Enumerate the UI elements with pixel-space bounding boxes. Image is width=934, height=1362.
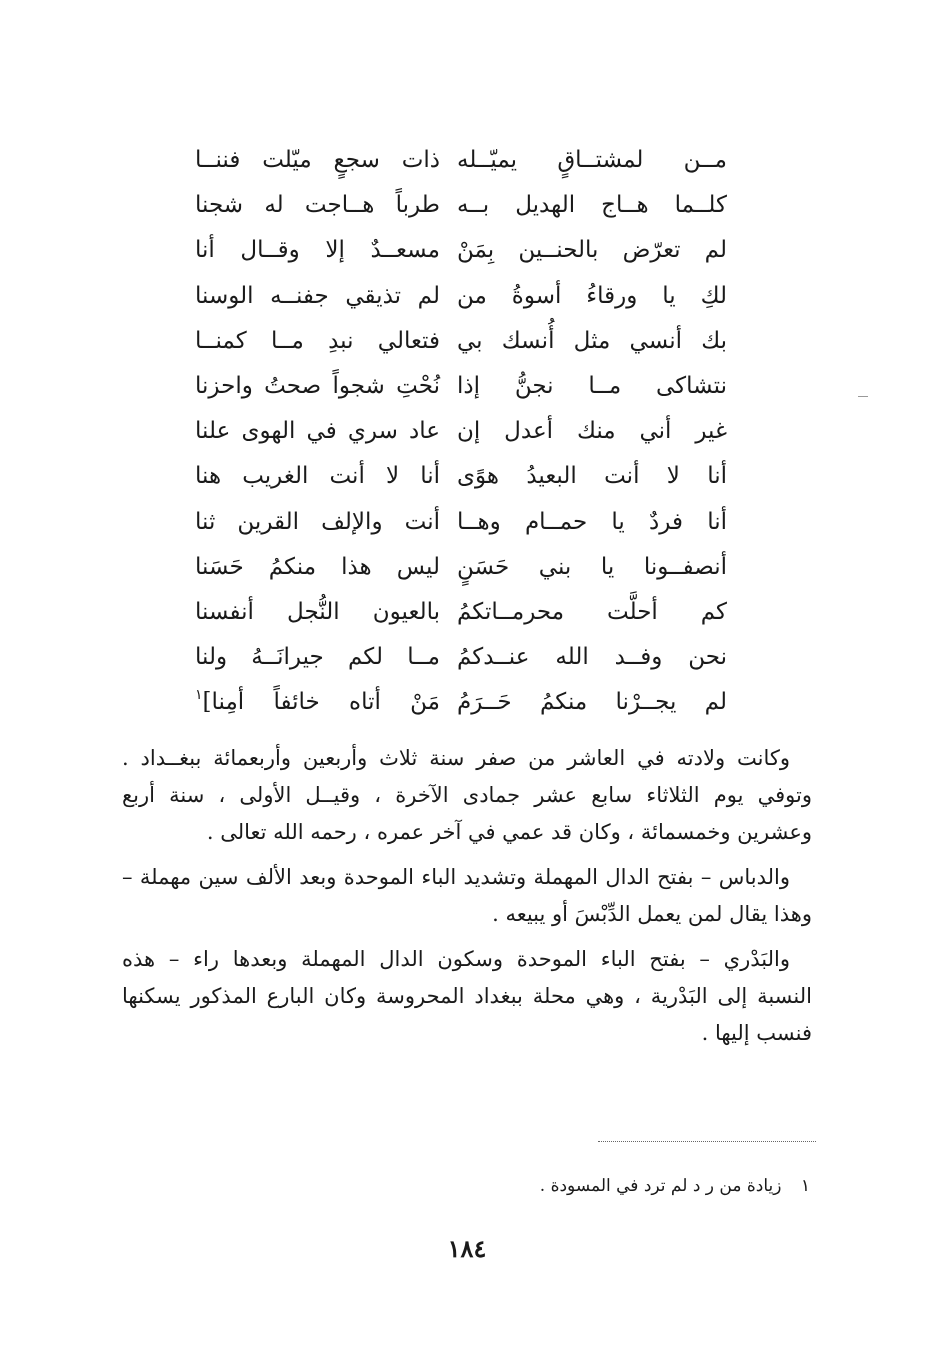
verse-second-hemistich-text: ليس هذا منكمُ حَسَنا — [195, 553, 440, 580]
verse-second-hemistich-text: فتعالي نبدِ مــا كمنــا — [195, 327, 440, 354]
footnote-separator — [598, 1141, 816, 1142]
poem-verse — [195, 500, 735, 545]
prose-line: والبَدْري – بفتح الباء الموحدة وسكون الدال المهملة وبعدها راء – هذه — [122, 947, 790, 971]
poem-block — [195, 138, 735, 725]
verse-second-hemistich — [195, 635, 440, 680]
poem-verse — [195, 635, 735, 680]
verse-first-hemistich: مــن لمشتــاقٍ يميّــله — [457, 147, 727, 173]
prose-block — [122, 740, 812, 1060]
poem-verse — [195, 319, 735, 364]
prose-line: وكانت ولادته في العاشر من صفر سنة ثلاث وأربعين وأربعمائة ببغــداد . — [122, 746, 790, 770]
verse-first-hemistich: لم تعرّض بالحنــين بِمَنْ — [457, 237, 727, 264]
prose-line: فنسب إليها . — [701, 1021, 812, 1045]
verse-second-hemistich-text: أنا لا أنت الغريب هنا — [195, 463, 440, 490]
prose-line: وهذا يقال لمن يعمل الدِّبْسَ أو يبيعه . — [492, 902, 812, 926]
verse-second-hemistich-text: عاد سري في الهوى علنا — [195, 418, 440, 445]
poem-verse — [195, 545, 735, 590]
prose-paragraph — [122, 740, 812, 851]
prose-paragraph — [122, 859, 812, 933]
verse-first-hemistich: بك أنسي مثل أُنسك بي — [457, 327, 727, 354]
verse-second-hemistich — [195, 680, 440, 728]
verse-second-hemistich-text: نُحْتِ شجواً صحتُ واحزنا — [195, 372, 440, 399]
footnote-reference-mark: ١ — [195, 687, 203, 704]
verse-second-hemistich — [195, 454, 440, 499]
verse-second-hemistich — [195, 590, 440, 635]
verse-second-hemistich-text: بالعيون النُّجل أنفسنا — [195, 598, 440, 625]
verse-second-hemistich-text: مــا لكم جيرانَــهُ ولنا — [195, 644, 440, 671]
verse-second-hemistich — [195, 228, 440, 273]
verse-second-hemistich — [195, 409, 440, 454]
verse-second-hemistich-text: مَنْ أتاه خائفاً أمِنا] — [202, 689, 440, 716]
poem-verse — [195, 590, 735, 635]
verse-first-hemistich: لم يجــرْنا منكمُ حَــرَمُ — [457, 689, 727, 716]
verse-second-hemistich-text: ذات سجعٍ ميّلت فننــا — [195, 147, 440, 173]
poem-verse — [195, 364, 735, 409]
footnote-text: زيادة من ر د لم ترد في المسودة . — [539, 1176, 782, 1196]
prose-line: النسبة إلى البَدْرية ، وهي محلة ببغداد المحروسة وكان البارع المذكور يسكنها — [122, 984, 812, 1008]
page-number: ١٨٤ — [447, 1234, 487, 1263]
footnote-number: ١ — [800, 1176, 810, 1196]
page-mark — [858, 396, 868, 397]
verse-second-hemistich-text: لم تذيقي جفنــه الوسنا — [195, 282, 440, 309]
footnote — [480, 1172, 810, 1200]
verse-second-hemistich — [195, 545, 440, 590]
poem-verse — [195, 454, 735, 499]
poem-verse — [195, 680, 735, 725]
verse-first-hemistich: نحن وفــد الله عنــدكمُ — [457, 644, 727, 671]
verse-second-hemistich — [195, 274, 440, 319]
poem-verse — [195, 183, 735, 228]
poem-verse — [195, 409, 735, 454]
poem-verse — [195, 138, 735, 183]
prose-line: وتوفي يوم الثلاثاء سابع عشر جمادى الآخرة ، وقيــل الأولى ، سنة أربع — [122, 783, 812, 807]
verse-second-hemistich — [195, 138, 440, 183]
verse-second-hemistich — [195, 364, 440, 409]
verse-second-hemistich-text: أنت والإلف القرين ثنا — [195, 508, 440, 535]
verse-second-hemistich — [195, 500, 440, 545]
verse-first-hemistich: نتشاكى مــا نجنُّ إذا — [457, 372, 727, 399]
verse-first-hemistich: لكِ يا ورقاءُ أسوةُ من — [457, 282, 727, 309]
verse-first-hemistich: أنا فردٌ يا حمــام وهــا — [457, 508, 727, 535]
verse-second-hemistich-text: مسعــدٌ إلا وقــال أنا — [195, 237, 440, 264]
verse-first-hemistich: غير أني منك أعدل إن — [457, 418, 727, 445]
verse-first-hemistich: أنا لا أنت البعيدُ هوًى — [457, 463, 727, 490]
verse-first-hemistich: كلــما هــاج الهديل بــه — [457, 192, 727, 219]
verse-first-hemistich: أنصفــونا يا بني حَسَنٍ — [457, 553, 727, 580]
prose-paragraph — [122, 941, 812, 1052]
verse-first-hemistich: كم أحلَّت محرمــاتكمُ — [457, 598, 727, 625]
poem-verse — [195, 228, 735, 273]
verse-second-hemistich — [195, 183, 440, 228]
verse-second-hemistich-text: طرباً هــاجت له شجنا — [195, 192, 440, 219]
verse-second-hemistich — [195, 319, 440, 364]
prose-line: والدباس – بفتح الدال المهملة وتشديد الباء الموحدة وبعد الألف سين مهملة – — [122, 865, 790, 889]
poem-verse — [195, 274, 735, 319]
prose-line: وعشرين وخمسمائة ، وكان قد عمي في آخر عمره ، رحمه الله تعالى . — [206, 820, 812, 844]
